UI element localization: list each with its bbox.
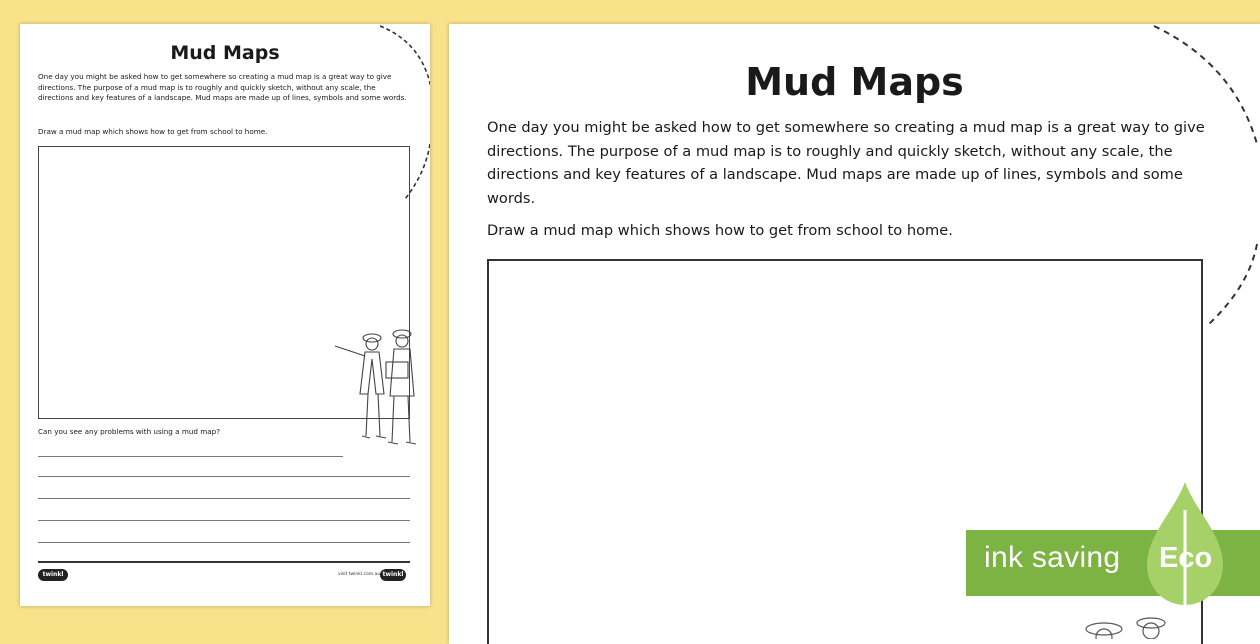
page-title: Mud Maps [170, 42, 280, 64]
footer-url: visit twinkl.com.au [338, 572, 381, 577]
footer-divider [38, 561, 410, 563]
ink-saving-text: ink saving [984, 541, 1121, 574]
instruction-text: Draw a mud map which shows how to get from school to home. [487, 222, 953, 239]
writing-line [38, 456, 343, 457]
writing-line [38, 520, 410, 521]
instruction-text: Draw a mud map which shows how to get from school to home. [38, 127, 268, 136]
writing-line [38, 498, 410, 499]
intro-paragraph: One day you might be asked how to get somewhere so creating a mud map is a great way to give directions. The purpose of a mud map is to roughly and quickly sketch, without any scale, the directions and key features of a landscape. Mud maps are made up of lines, symbols and some words. [38, 72, 407, 102]
writing-line [38, 542, 410, 543]
intro-paragraph: One day you might be asked how to get somewhere so creating a mud map is a great way to give directions. The purpose of a mud map is to roughly and quickly sketch, without any scale, the directions and key features of a landscape. Mud maps are made up of lines, symbols and some words. [487, 119, 1205, 207]
writing-line [38, 476, 410, 477]
question-text: Can you see any problems with using a mud map? [38, 427, 221, 436]
brand-logo: twinkl [380, 569, 406, 581]
page-title: Mud Maps [745, 60, 964, 104]
eco-label: Eco [1159, 542, 1213, 574]
brand-logo: twinkl [38, 569, 68, 581]
children-with-map-illustration [310, 324, 420, 454]
thumbnail-page [20, 24, 430, 606]
